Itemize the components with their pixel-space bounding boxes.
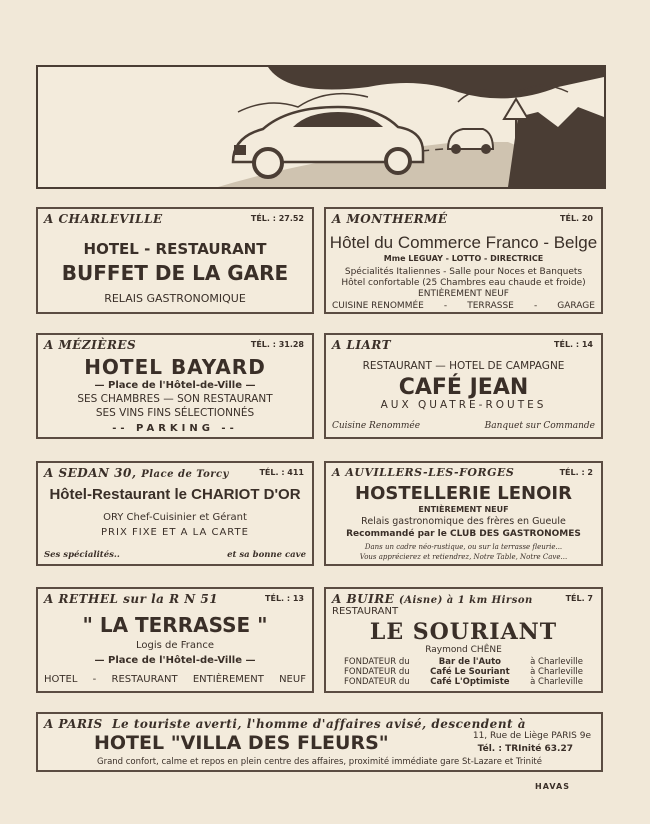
ad-address: — Place de l'Hôtel-de-Ville — bbox=[94, 655, 256, 666]
ad-banquet: Banquet sur Commande bbox=[484, 421, 595, 431]
founder-label: FONDATEUR du bbox=[344, 667, 410, 677]
ad-telephone: TÉL. 7 bbox=[565, 594, 593, 603]
ad-apprecierez: Vous apprécierez et retiendrez, Notre Table, Notre Cave... bbox=[359, 553, 568, 561]
founder-venue: Bar de l'Auto bbox=[438, 657, 502, 667]
ad-title: LE SOURIANT bbox=[369, 619, 558, 645]
ad-recommended: Recommandé par le CLUB DES GASTRONOMES bbox=[346, 529, 581, 539]
banner-headline-1: Où vont-ils bbox=[52, 79, 199, 108]
ad-location-town: A SEDAN 30, bbox=[44, 466, 137, 480]
feature-separator: - bbox=[533, 301, 538, 311]
ad-subtitle: RELAIS GASTRONOMIQUE bbox=[104, 292, 246, 305]
ad-slogan: Le touriste averti, l'homme d'affaires avisé, descendent à bbox=[112, 717, 527, 731]
ad-parking: -- PARKING -- bbox=[112, 423, 238, 434]
ad-cave: et sa bonne cave bbox=[227, 550, 306, 560]
banner-headline-3: déjeuner ? bbox=[46, 136, 200, 166]
ad-chef: ORY Chef-Cuisinier et Gérant bbox=[103, 512, 247, 523]
founder-label: FONDATEUR du bbox=[344, 657, 410, 667]
ad-founders-list bbox=[344, 657, 583, 687]
ad-line-wines: SES VINS FINS SÉLECTIONNÉS bbox=[95, 407, 255, 419]
ad-telephone: TÉL. : 13 bbox=[265, 594, 304, 603]
ad-location: A MÉZIÈRES bbox=[44, 338, 137, 352]
ad-montherme bbox=[324, 207, 603, 314]
banner-headline-2: pour bien bbox=[78, 107, 208, 136]
ad-title: " LA TERRASSE " bbox=[82, 613, 268, 637]
ad-specialties: Spécialités Italiennes - Salle pour Noces et Banquets bbox=[344, 267, 583, 277]
ad-buire bbox=[324, 587, 603, 693]
ad-rooms: Hôtel confortable (25 Chambres eau chaude et froide) bbox=[341, 278, 586, 288]
ad-cadre: Dans un cadre néo-rustique, ou sur la terrasse fleurie... bbox=[364, 543, 563, 551]
ad-location: A CHARLEVILLE bbox=[44, 212, 163, 226]
ad-restaurant: RESTAURANT bbox=[111, 674, 178, 685]
ad-location-detail: AUX QUATRE-ROUTES bbox=[380, 399, 547, 411]
printer-credit: HAVAS bbox=[535, 782, 570, 791]
ad-telephone: TÉL. : 2 bbox=[559, 468, 593, 477]
ad-sedan bbox=[36, 461, 314, 566]
ad-telephone: TÉL. : 411 bbox=[259, 468, 304, 477]
ad-description: Grand confort, calme et repos en plein centre des affaires, proximité immédiate gare St-Lazare et Trinité bbox=[96, 757, 542, 767]
ad-telephone: TÉL. : 27.52 bbox=[250, 214, 304, 223]
ad-telephone: TÉL. : 14 bbox=[554, 340, 593, 349]
founder-row bbox=[344, 677, 583, 687]
founder-town: à Charleville bbox=[530, 667, 583, 677]
founder-venue: Café L'Optimiste bbox=[430, 677, 510, 687]
ad-title-large: BUFFET DE LA GARE bbox=[61, 261, 289, 285]
ad-owner: Raymond CHÊNE bbox=[425, 645, 502, 655]
ad-telephone: TÉL. 20 bbox=[560, 214, 593, 223]
feature-cuisine: CUISINE RENOMMÉE bbox=[332, 301, 424, 311]
founder-label: FONDATEUR du bbox=[344, 677, 410, 687]
ad-entierement: ENTIÈREMENT bbox=[192, 674, 264, 685]
ad-address: — Place de l'Hôtel-de-Ville — bbox=[94, 380, 256, 391]
ad-title: HOTEL BAYARD bbox=[84, 355, 266, 379]
ad-features bbox=[332, 301, 595, 311]
feature-garage: GARAGE bbox=[557, 301, 595, 311]
founder-town: à Charleville bbox=[530, 657, 583, 667]
ad-relais: Relais gastronomique des frères en Gueule bbox=[361, 516, 566, 527]
ad-liart bbox=[324, 333, 603, 439]
ad-location: A RETHEL sur la R N 51 bbox=[44, 592, 219, 606]
ad-location: A LIART bbox=[332, 338, 392, 352]
ad-location: A MONTHERMÉ bbox=[332, 212, 448, 226]
ad-paris bbox=[36, 712, 603, 772]
banner-illustration bbox=[36, 65, 606, 189]
founder-row bbox=[344, 667, 583, 677]
ad-location-town: A PARIS bbox=[44, 717, 103, 731]
ad-title: HOSTELLERIE LENOIR bbox=[355, 483, 572, 504]
ad-rethel bbox=[36, 587, 314, 693]
ad-footer-row bbox=[44, 550, 306, 560]
ad-location bbox=[44, 466, 229, 480]
ad-charleville bbox=[36, 207, 314, 314]
feature-terrasse: TERRASSE bbox=[467, 301, 514, 311]
ad-title: Hôtel-Restaurant le CHARIOT D'OR bbox=[49, 486, 301, 503]
ad-auvillers bbox=[324, 461, 603, 566]
ad-new: ENTIÈREMENT NEUF bbox=[418, 505, 509, 514]
ad-title: CAFÉ JEAN bbox=[398, 375, 529, 400]
ad-neuf: NEUF bbox=[279, 674, 306, 685]
ad-new: ENTIÈREMENT NEUF bbox=[418, 289, 509, 299]
ad-restaurant-label: RESTAURANT bbox=[332, 606, 399, 617]
founder-town: à Charleville bbox=[530, 677, 583, 687]
founder-row bbox=[344, 657, 583, 667]
ad-title: HOTEL "VILLA DES FLEURS" bbox=[94, 732, 389, 754]
car-road-illustration bbox=[38, 67, 604, 187]
ad-footer-row bbox=[332, 421, 595, 431]
ad-location bbox=[44, 717, 526, 731]
ad-location bbox=[332, 592, 533, 606]
ad-location: A AUVILLERS-LES-FORGES bbox=[332, 466, 515, 479]
ad-subtitle: RESTAURANT — HOTEL DE CAMPAGNE bbox=[362, 360, 565, 372]
feature-separator: - bbox=[443, 301, 448, 311]
ad-address: 11, Rue de Liège PARIS 9e bbox=[472, 731, 591, 741]
ad-location-town: A BUIRE bbox=[332, 592, 395, 606]
ad-directrice: Mme LEGUAY - LOTTO - DIRECTRICE bbox=[383, 254, 544, 263]
ad-separator: - bbox=[92, 674, 97, 685]
ad-title-small: HOTEL - RESTAURANT bbox=[83, 240, 267, 258]
founder-venue: Café Le Souriant bbox=[430, 667, 510, 677]
ad-mezieres bbox=[36, 333, 314, 439]
ad-line-rooms: SES CHAMBRES — SON RESTAURANT bbox=[77, 393, 273, 405]
ad-footer-row bbox=[44, 674, 306, 685]
ad-specialties: Ses spécialités.. bbox=[44, 550, 120, 560]
ad-hotel: HOTEL bbox=[44, 674, 78, 685]
ad-logis: Logis de France bbox=[136, 640, 214, 651]
ad-location-sub: (Aisne) à 1 km Hirson bbox=[399, 595, 533, 606]
ad-cuisine: Cuisine Renommée bbox=[332, 421, 421, 431]
ad-telephone: Tél. : TRInité 63.27 bbox=[477, 744, 573, 754]
ad-location-sub: Place de Torcy bbox=[141, 469, 229, 480]
ad-prices: PRIX FIXE ET A LA CARTE bbox=[101, 527, 249, 538]
ad-telephone: TÉL. : 31.28 bbox=[250, 340, 304, 349]
ad-title: Hôtel du Commerce Franco - Belge bbox=[329, 233, 598, 252]
